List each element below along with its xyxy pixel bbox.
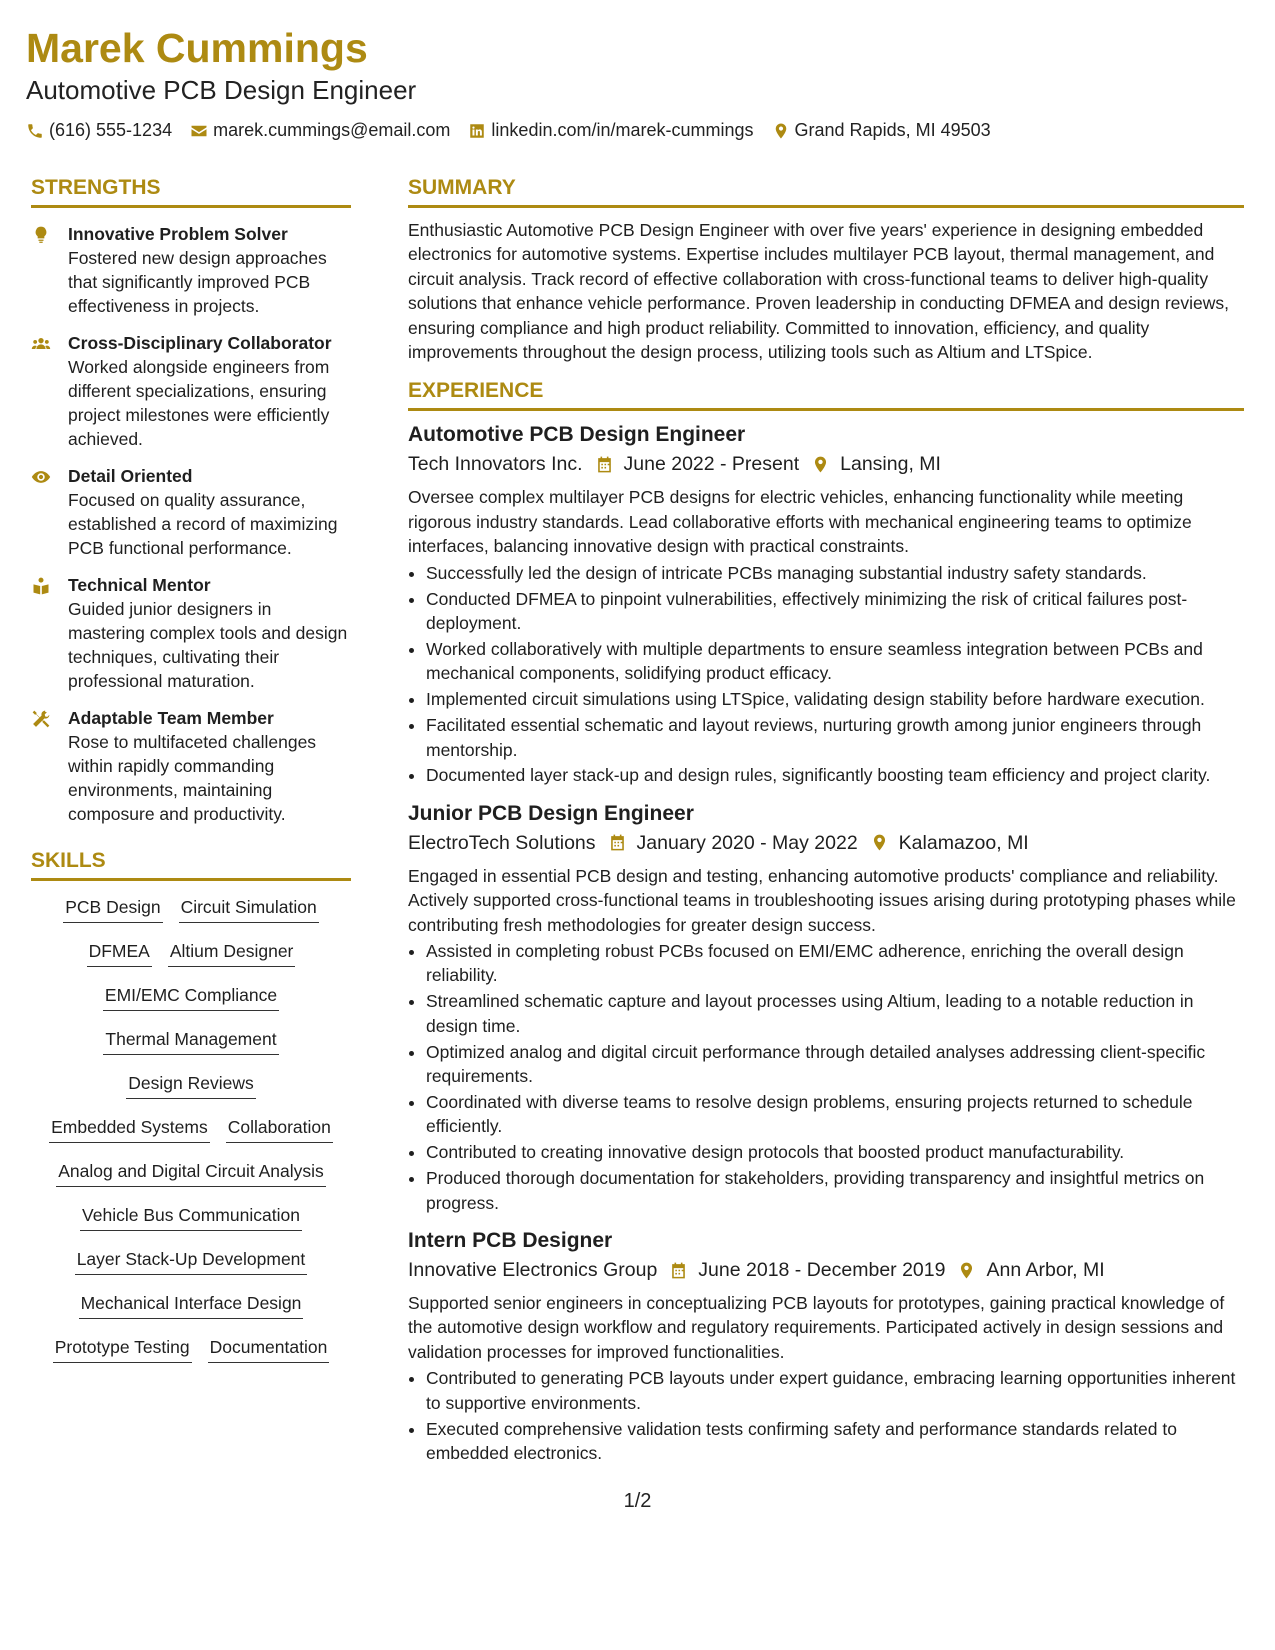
contact-bar <box>26 120 1246 141</box>
job-dates: June 2022 - Present <box>623 453 800 476</box>
job-entry <box>408 421 1244 787</box>
job-company: ElectroTech Solutions <box>408 831 596 854</box>
strength-desc: Fostered new design approaches that significantly improved PCB effectiveness in projects. <box>68 248 327 316</box>
resume-header <box>26 24 1246 141</box>
job-bullet: • Contributed to generating PCB layouts under expert guidance, embracing learning opportunities inherent to supportive environments. <box>426 1366 1244 1415</box>
strength-desc: Guided junior designers in mastering complex tools and design techniques, cultivating their professional maturation. <box>68 599 348 691</box>
job-dates: January 2020 - May 2022 <box>636 831 858 854</box>
job-location: Ann Arbor, MI <box>986 1259 1105 1281</box>
job-bullet: • Implemented circuit simulations using LTSpice, validating design stability before hardware execution. <box>426 687 1244 711</box>
experience-heading: EXPERIENCE <box>408 378 1244 411</box>
skills-list <box>31 895 351 1363</box>
skill-tag: DFMEA <box>87 939 152 967</box>
page-number: 1/2 <box>623 1490 652 1512</box>
strengths-heading: STRENGTHS <box>31 175 351 208</box>
contact-linkedin[interactable] <box>468 120 753 141</box>
candidate-name: Marek Cummings <box>26 25 368 71</box>
strength-item <box>31 573 351 693</box>
job-bullet: • Contributed to creating innovative design protocols that boosted product manufacturability. <box>426 1140 1244 1164</box>
skill-tag: Collaboration <box>226 1115 333 1143</box>
job-title: Intern PCB Designer <box>408 1229 613 1252</box>
job-entry <box>408 1227 1244 1465</box>
skill-tag: Altium Designer <box>168 939 296 967</box>
right-column <box>408 175 1244 1477</box>
strength-title: Adaptable Team Member <box>68 708 274 728</box>
skill-tag: Circuit Simulation <box>179 895 319 923</box>
skill-tag: Prototype Testing <box>53 1335 192 1363</box>
job-bullets <box>408 939 1244 1215</box>
job-bullet: • Produced thorough documentation for stakeholders, providing transparency and insightful metrics on progress. <box>426 1166 1244 1215</box>
tools-icon <box>31 709 51 729</box>
strength-title: Cross-Disciplinary Collaborator <box>68 333 332 353</box>
skill-tag: Mechanical Interface Design <box>79 1291 304 1319</box>
job-bullet: • Streamlined schematic capture and layout processes using Altium, leading to a notable reduction in design time. <box>426 989 1244 1038</box>
job-title: Automotive PCB Design Engineer <box>408 423 746 447</box>
strength-item <box>31 222 351 318</box>
phone-icon <box>26 122 44 140</box>
eye-icon <box>31 467 51 487</box>
job-bullet: • Facilitated essential schematic and layout reviews, nurturing growth among junior engineers through mentorship. <box>426 713 1244 762</box>
calendar-icon <box>608 833 627 852</box>
mentor-icon <box>31 576 51 596</box>
job-location: Lansing, MI <box>840 453 941 476</box>
strength-desc: Focused on quality assurance, established a record of maximizing PCB functional performance. <box>68 490 338 558</box>
map-pin-icon <box>957 1261 976 1280</box>
job-bullet: • Optimized analog and digital circuit performance through detailed analyses addressing client-specific requirements. <box>426 1040 1244 1089</box>
calendar-icon <box>595 455 614 474</box>
contact-email[interactable] <box>190 120 450 141</box>
phone-text: (616) 555-1234 <box>49 120 173 140</box>
skill-tag: EMI/EMC Compliance <box>103 983 279 1011</box>
job-entry <box>408 800 1244 1215</box>
map-pin-icon <box>811 455 830 474</box>
job-bullet: • Worked collaboratively with multiple departments to ensure seamless integration between PCBs and mechanical components, solidifying product efficacy. <box>426 637 1244 686</box>
job-bullet: • Coordinated with diverse teams to resolve design problems, ensuring projects returned to schedule efficiently. <box>426 1090 1244 1139</box>
email-text: marek.cummings@email.com <box>213 120 451 140</box>
job-company: Innovative Electronics Group <box>408 1259 658 1281</box>
linkedin-icon <box>468 122 486 140</box>
contact-phone <box>26 120 172 141</box>
job-bullets <box>408 561 1244 788</box>
job-bullet: • Assisted in completing robust PCBs focused on EMI/EMC adherence, enriching the overall design reliability. <box>426 939 1244 988</box>
job-description: Oversee complex multilayer PCB designs for electric vehicles, enhancing functionality while meeting rigorous industry standards. Lead collaborative efforts with mechanical engineering teams to optimize interfaces, balancing innovative design with practical constraints. <box>408 487 1192 557</box>
location-text: Grand Rapids, MI 49503 <box>794 120 991 140</box>
skill-tag: Analog and Digital Circuit Analysis <box>56 1159 326 1187</box>
contact-location <box>772 120 991 141</box>
skill-tag: PCB Design <box>63 895 162 923</box>
job-bullet: • Conducted DFMEA to pinpoint vulnerabilities, effectively minimizing the risk of critical failures post-deployment. <box>426 587 1244 636</box>
job-dates: June 2018 - December 2019 <box>698 1259 946 1281</box>
lightbulb-icon <box>31 225 51 245</box>
strength-item <box>31 464 351 560</box>
skill-tag: Layer Stack-Up Development <box>75 1247 308 1275</box>
users-icon <box>31 334 51 354</box>
skill-tag: Vehicle Bus Communication <box>80 1203 302 1231</box>
job-meta <box>408 449 1244 479</box>
summary-text: Enthusiastic Automotive PCB Design Engineer with over five years' experience in designing embedded electronics for automotive systems. Expertise includes multilayer PCB layout, thermal management, and circuit analysis. Track record of effective collaboration with cross-functional teams to deliver high-quality solutions that enhance vehicle performance. Proven leadership in conducting DFMEA and design reviews, ensuring compliance and high product reliability. Committed to innovation, efficiency, and quality improvements throughout the design process, utilizing tools such as Altium and LTSpice. <box>408 220 1230 363</box>
job-bullet: • Executed comprehensive validation tests confirming safety and performance standards related to embedded electronics. <box>426 1417 1244 1466</box>
linkedin-text: linkedin.com/in/marek-cummings <box>491 120 754 140</box>
job-description: Engaged in essential PCB design and testing, enhancing automotive products' compliance and reliability. Actively supported cross-functional teams in troubleshooting issues arising during prototyping phases while contributing fresh methodologies for greater design success. <box>408 865 1236 935</box>
skill-tag: Design Reviews <box>126 1071 255 1099</box>
strength-title: Technical Mentor <box>68 575 211 595</box>
strength-desc: Worked alongside engineers from different specializations, ensuring project milestones were efficiently achieved. <box>68 357 330 449</box>
summary-heading: SUMMARY <box>408 175 1244 208</box>
strength-item <box>31 331 351 451</box>
skill-tag: Embedded Systems <box>49 1115 210 1143</box>
candidate-title: Automotive PCB Design Engineer <box>26 75 417 105</box>
skill-tag: Documentation <box>208 1335 330 1363</box>
map-pin-icon <box>772 122 790 140</box>
map-pin-icon <box>870 833 889 852</box>
job-bullets <box>408 1366 1244 1465</box>
strength-title: Detail Oriented <box>68 466 193 486</box>
envelope-icon <box>190 122 208 140</box>
job-bullet: • Documented layer stack-up and design rules, significantly boosting team efficiency and project clarity. <box>426 763 1244 787</box>
skill-tag: Thermal Management <box>103 1027 278 1055</box>
job-description: Supported senior engineers in conceptualizing PCB layouts for prototypes, gaining practical knowledge of the automotive design workflow and regulatory requirements. Participated actively in design sessions and validation processes for improved functionalities. <box>408 1293 1225 1362</box>
strength-title: Innovative Problem Solver <box>68 224 288 244</box>
skills-heading: SKILLS <box>31 848 351 881</box>
job-location: Kalamazoo, MI <box>898 831 1029 854</box>
job-meta <box>408 828 1244 858</box>
job-bullet: • Successfully led the design of intricate PCBs managing substantial industry safety standards. <box>426 561 1244 585</box>
strength-desc: Rose to multifaceted challenges within rapidly commanding environments, maintaining composure and productivity. <box>68 732 317 824</box>
job-title: Junior PCB Design Engineer <box>408 801 694 825</box>
job-meta <box>408 1255 1244 1285</box>
strength-item <box>31 706 351 826</box>
job-company: Tech Innovators Inc. <box>408 453 583 476</box>
left-column <box>31 175 351 1379</box>
calendar-icon <box>669 1261 688 1280</box>
